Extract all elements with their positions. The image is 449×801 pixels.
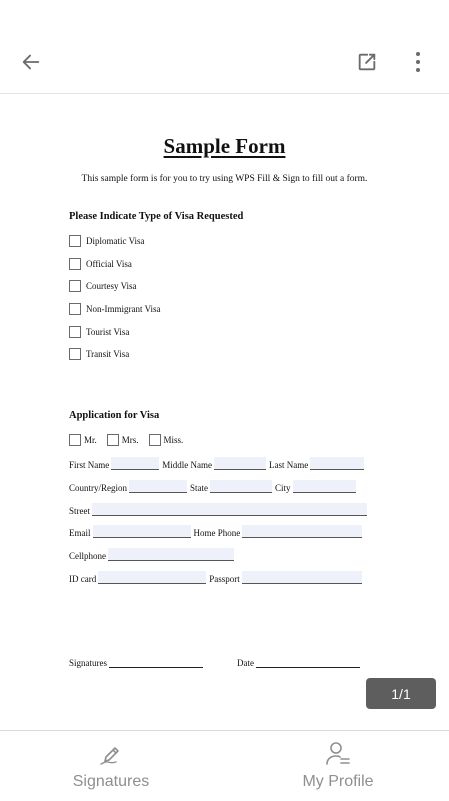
checkbox-mr[interactable]: [69, 434, 81, 446]
salutation-label: Mrs.: [121, 435, 139, 445]
cellphone-field[interactable]: [108, 548, 234, 561]
share-external-icon: [356, 51, 378, 73]
field-label: State: [190, 483, 208, 493]
last-name-field[interactable]: [310, 457, 364, 470]
bottom-navigation: [0, 730, 449, 801]
field-label: Passport: [209, 574, 240, 584]
field-label: Email: [69, 528, 91, 538]
home-phone-field[interactable]: [242, 525, 362, 538]
nav-label: My Profile: [302, 773, 374, 790]
cellphone-row: [69, 547, 371, 561]
visa-section-title: Please Indicate Type of Visa Requested: [69, 211, 244, 222]
field-label: City: [275, 483, 291, 493]
email-field[interactable]: [93, 525, 191, 538]
visa-option-label: Official Visa: [86, 259, 132, 269]
first-name-field[interactable]: [111, 457, 159, 470]
document-page: [0, 94, 449, 730]
arrow-left-icon: [20, 51, 42, 73]
checkbox-mrs[interactable]: [107, 434, 119, 446]
salutation-label: Miss.: [163, 435, 184, 445]
signature-field[interactable]: [109, 656, 203, 668]
field-label: ID card: [69, 574, 97, 584]
field-label: Country/Region: [69, 483, 127, 493]
field-label: Signatures: [69, 658, 107, 668]
checkbox[interactable]: [69, 303, 81, 315]
page-indicator: 1/1: [366, 678, 436, 709]
field-label: Home Phone: [193, 528, 241, 538]
visa-option-label: Courtesy Visa: [86, 281, 137, 291]
field-label: Street: [69, 506, 90, 516]
street-field[interactable]: [92, 503, 367, 516]
location-row: [69, 479, 371, 493]
back-button[interactable]: [12, 44, 50, 80]
nav-signatures[interactable]: [31, 731, 191, 801]
state-field[interactable]: [210, 480, 272, 493]
visa-option-label: Transit Visa: [86, 349, 130, 359]
checkbox[interactable]: [69, 235, 81, 247]
signature-row: [69, 654, 371, 668]
id-row: [69, 570, 371, 584]
top-toolbar: [0, 0, 449, 94]
checkbox[interactable]: [69, 280, 81, 292]
more-options-button[interactable]: [405, 44, 431, 80]
more-vertical-icon: [415, 51, 421, 73]
nav-my-profile[interactable]: [258, 731, 418, 801]
share-button[interactable]: [350, 44, 384, 80]
visa-option-label: Non-Immigrant Visa: [86, 304, 161, 314]
visa-option-label: Tourist Visa: [86, 327, 130, 337]
field-label: Date: [237, 658, 254, 668]
visa-option-transit[interactable]: [69, 347, 129, 361]
form-title: Sample Form: [163, 134, 286, 158]
form-subtitle: This sample form is for you to try using WPS Fill & Sign to fill out a form.: [81, 174, 368, 184]
visa-option-tourist[interactable]: [69, 325, 129, 339]
checkbox[interactable]: [69, 348, 81, 360]
nav-label: Signatures: [72, 773, 150, 790]
field-label: Middle Name: [162, 460, 212, 470]
field-label: First Name: [69, 460, 110, 470]
signature-pen-icon: [97, 739, 125, 767]
checkbox[interactable]: [69, 258, 81, 270]
id-card-field[interactable]: [98, 571, 206, 584]
application-section-title: Application for Visa: [69, 410, 160, 421]
city-field[interactable]: [293, 480, 356, 493]
contact-row: [69, 524, 371, 538]
visa-option-label: Diplomatic Visa: [86, 236, 145, 246]
middle-name-field[interactable]: [214, 457, 266, 470]
profile-card-icon: [324, 739, 352, 767]
salutation-options: [69, 434, 193, 446]
visa-option-non-immigrant[interactable]: [69, 302, 161, 316]
country-field[interactable]: [129, 480, 187, 493]
date-field[interactable]: [256, 656, 360, 668]
checkbox-miss[interactable]: [149, 434, 161, 446]
visa-option-courtesy[interactable]: [69, 279, 137, 293]
passport-field[interactable]: [242, 571, 362, 584]
street-row: [69, 502, 371, 516]
visa-option-official[interactable]: [69, 257, 132, 271]
name-row: [69, 456, 371, 470]
checkbox[interactable]: [69, 326, 81, 338]
field-label: Cellphone: [69, 551, 106, 561]
salutation-label: Mr.: [84, 435, 97, 445]
visa-option-diplomatic[interactable]: [69, 234, 145, 248]
field-label: Last Name: [269, 460, 309, 470]
